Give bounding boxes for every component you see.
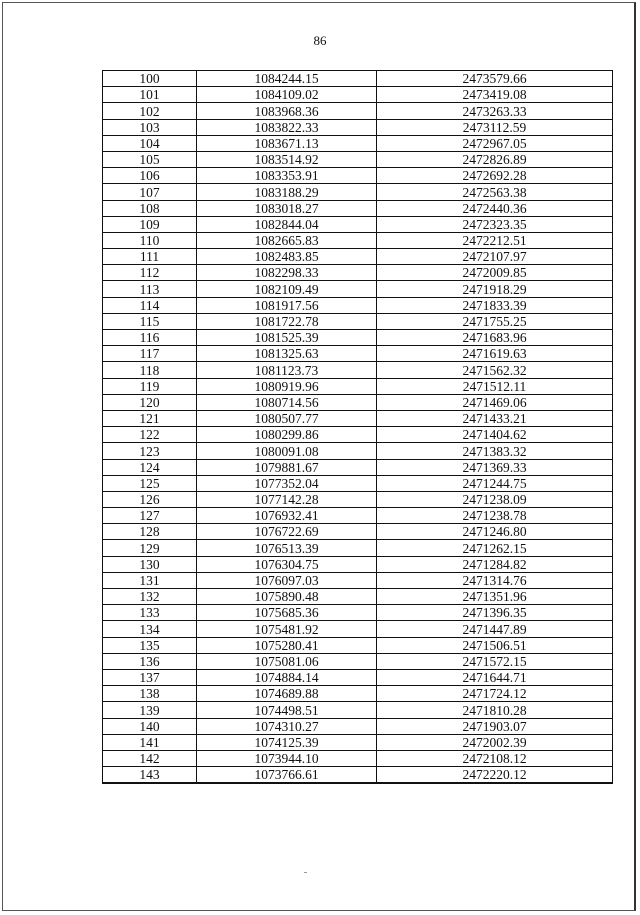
point-number-cell: 140 bbox=[103, 718, 197, 734]
x-coordinate-cell: 1081325.63 bbox=[197, 346, 377, 362]
y-coordinate-cell: 2471396.35 bbox=[377, 605, 613, 621]
y-coordinate-cell: 2473263.33 bbox=[377, 103, 613, 119]
y-coordinate-cell: 2471433.21 bbox=[377, 410, 613, 426]
x-coordinate-cell: 1073766.61 bbox=[197, 767, 377, 784]
point-number-cell: 130 bbox=[103, 556, 197, 572]
y-coordinate-cell: 2472440.36 bbox=[377, 200, 613, 216]
scan-mark bbox=[304, 872, 307, 873]
point-number-cell: 143 bbox=[103, 767, 197, 784]
y-coordinate-cell: 2472108.12 bbox=[377, 750, 613, 766]
y-coordinate-cell: 2471918.29 bbox=[377, 281, 613, 297]
y-coordinate-cell: 2471683.96 bbox=[377, 330, 613, 346]
x-coordinate-cell: 1075685.36 bbox=[197, 605, 377, 621]
x-coordinate-cell: 1080091.08 bbox=[197, 443, 377, 459]
x-coordinate-cell: 1076097.03 bbox=[197, 572, 377, 588]
point-number-cell: 112 bbox=[103, 265, 197, 281]
table-row bbox=[103, 459, 613, 475]
table-row bbox=[103, 119, 613, 135]
point-number-cell: 137 bbox=[103, 669, 197, 685]
point-number-cell: 109 bbox=[103, 216, 197, 232]
point-number-cell: 139 bbox=[103, 702, 197, 718]
y-coordinate-cell: 2472692.28 bbox=[377, 168, 613, 184]
y-coordinate-cell: 2471238.78 bbox=[377, 508, 613, 524]
y-coordinate-cell: 2472967.05 bbox=[377, 135, 613, 151]
point-number-cell: 123 bbox=[103, 443, 197, 459]
x-coordinate-cell: 1075481.92 bbox=[197, 621, 377, 637]
x-coordinate-cell: 1074498.51 bbox=[197, 702, 377, 718]
x-coordinate-cell: 1080919.96 bbox=[197, 378, 377, 394]
table-row bbox=[103, 135, 613, 151]
x-coordinate-cell: 1084109.02 bbox=[197, 87, 377, 103]
x-coordinate-cell: 1075280.41 bbox=[197, 637, 377, 653]
x-coordinate-cell: 1083188.29 bbox=[197, 184, 377, 200]
y-coordinate-cell: 2471469.06 bbox=[377, 394, 613, 410]
page-number: 86 bbox=[313, 33, 327, 48]
x-coordinate-cell: 1083671.13 bbox=[197, 135, 377, 151]
y-coordinate-cell: 2472323.35 bbox=[377, 216, 613, 232]
x-coordinate-cell: 1074689.88 bbox=[197, 686, 377, 702]
point-number-cell: 102 bbox=[103, 103, 197, 119]
point-number-cell: 126 bbox=[103, 491, 197, 507]
point-number-cell: 103 bbox=[103, 119, 197, 135]
x-coordinate-cell: 1083018.27 bbox=[197, 200, 377, 216]
table-row bbox=[103, 524, 613, 540]
point-number-cell: 106 bbox=[103, 168, 197, 184]
point-number-cell: 121 bbox=[103, 410, 197, 426]
point-number-cell: 111 bbox=[103, 249, 197, 265]
x-coordinate-cell: 1081917.56 bbox=[197, 297, 377, 313]
y-coordinate-cell: 2471238.09 bbox=[377, 491, 613, 507]
table-row bbox=[103, 394, 613, 410]
table-row bbox=[103, 200, 613, 216]
table-row bbox=[103, 71, 613, 87]
point-number-cell: 119 bbox=[103, 378, 197, 394]
x-coordinate-cell: 1082109.49 bbox=[197, 281, 377, 297]
table-row bbox=[103, 443, 613, 459]
point-number-cell: 135 bbox=[103, 637, 197, 653]
y-coordinate-cell: 2471244.75 bbox=[377, 475, 613, 491]
y-coordinate-cell: 2471644.71 bbox=[377, 669, 613, 685]
y-coordinate-cell: 2471572.15 bbox=[377, 653, 613, 669]
y-coordinate-cell: 2472826.89 bbox=[377, 151, 613, 167]
x-coordinate-cell: 1076722.69 bbox=[197, 524, 377, 540]
table-row bbox=[103, 249, 613, 265]
point-number-cell: 114 bbox=[103, 297, 197, 313]
point-number-cell: 113 bbox=[103, 281, 197, 297]
x-coordinate-cell: 1083822.33 bbox=[197, 119, 377, 135]
y-coordinate-cell: 2471755.25 bbox=[377, 313, 613, 329]
table-row bbox=[103, 232, 613, 248]
y-coordinate-cell: 2471506.51 bbox=[377, 637, 613, 653]
x-coordinate-cell: 1076304.75 bbox=[197, 556, 377, 572]
point-number-cell: 129 bbox=[103, 540, 197, 556]
table-row bbox=[103, 572, 613, 588]
y-coordinate-cell: 2471810.28 bbox=[377, 702, 613, 718]
table-row bbox=[103, 605, 613, 621]
table-row bbox=[103, 265, 613, 281]
table-row bbox=[103, 216, 613, 232]
point-number-cell: 104 bbox=[103, 135, 197, 151]
point-number-cell: 115 bbox=[103, 313, 197, 329]
point-number-cell: 128 bbox=[103, 524, 197, 540]
table-row bbox=[103, 589, 613, 605]
table-row bbox=[103, 297, 613, 313]
y-coordinate-cell: 2471246.80 bbox=[377, 524, 613, 540]
y-coordinate-cell: 2473112.59 bbox=[377, 119, 613, 135]
x-coordinate-cell: 1077352.04 bbox=[197, 475, 377, 491]
point-number-cell: 100 bbox=[103, 71, 197, 87]
x-coordinate-cell: 1084244.15 bbox=[197, 71, 377, 87]
point-number-cell: 107 bbox=[103, 184, 197, 200]
table-row bbox=[103, 718, 613, 734]
y-coordinate-cell: 2472220.12 bbox=[377, 767, 613, 784]
y-coordinate-cell: 2471724.12 bbox=[377, 686, 613, 702]
table-row bbox=[103, 556, 613, 572]
x-coordinate-cell: 1080299.86 bbox=[197, 427, 377, 443]
point-number-cell: 132 bbox=[103, 589, 197, 605]
point-number-cell: 133 bbox=[103, 605, 197, 621]
x-coordinate-cell: 1082665.83 bbox=[197, 232, 377, 248]
x-coordinate-cell: 1083968.36 bbox=[197, 103, 377, 119]
point-number-cell: 127 bbox=[103, 508, 197, 524]
y-coordinate-cell: 2472002.39 bbox=[377, 734, 613, 750]
table-row bbox=[103, 378, 613, 394]
table-row bbox=[103, 767, 613, 784]
x-coordinate-cell: 1076513.39 bbox=[197, 540, 377, 556]
table-row bbox=[103, 427, 613, 443]
y-coordinate-cell: 2471903.07 bbox=[377, 718, 613, 734]
y-coordinate-cell: 2471284.82 bbox=[377, 556, 613, 572]
y-coordinate-cell: 2471512.11 bbox=[377, 378, 613, 394]
table-row bbox=[103, 750, 613, 766]
table-row bbox=[103, 686, 613, 702]
table-row bbox=[103, 313, 613, 329]
y-coordinate-cell: 2471447.89 bbox=[377, 621, 613, 637]
point-number-cell: 116 bbox=[103, 330, 197, 346]
y-coordinate-cell: 2471404.62 bbox=[377, 427, 613, 443]
y-coordinate-cell: 2471619.63 bbox=[377, 346, 613, 362]
point-number-cell: 108 bbox=[103, 200, 197, 216]
table-row bbox=[103, 362, 613, 378]
point-number-cell: 122 bbox=[103, 427, 197, 443]
point-number-cell: 142 bbox=[103, 750, 197, 766]
x-coordinate-cell: 1083353.91 bbox=[197, 168, 377, 184]
table-row bbox=[103, 621, 613, 637]
table-row bbox=[103, 702, 613, 718]
y-coordinate-cell: 2471262.15 bbox=[377, 540, 613, 556]
table-row bbox=[103, 653, 613, 669]
coordinates-table bbox=[102, 70, 613, 784]
table-row bbox=[103, 87, 613, 103]
table-row bbox=[103, 734, 613, 750]
point-number-cell: 124 bbox=[103, 459, 197, 475]
y-coordinate-cell: 2472212.51 bbox=[377, 232, 613, 248]
table-row bbox=[103, 540, 613, 556]
x-coordinate-cell: 1075890.48 bbox=[197, 589, 377, 605]
y-coordinate-cell: 2473419.08 bbox=[377, 87, 613, 103]
point-number-cell: 141 bbox=[103, 734, 197, 750]
y-coordinate-cell: 2471314.76 bbox=[377, 572, 613, 588]
table-row bbox=[103, 184, 613, 200]
x-coordinate-cell: 1074125.39 bbox=[197, 734, 377, 750]
point-number-cell: 136 bbox=[103, 653, 197, 669]
table-row bbox=[103, 168, 613, 184]
y-coordinate-cell: 2472107.97 bbox=[377, 249, 613, 265]
point-number-cell: 138 bbox=[103, 686, 197, 702]
x-coordinate-cell: 1082483.85 bbox=[197, 249, 377, 265]
y-coordinate-cell: 2471383.32 bbox=[377, 443, 613, 459]
table-row bbox=[103, 669, 613, 685]
table-row bbox=[103, 281, 613, 297]
y-coordinate-cell: 2471369.33 bbox=[377, 459, 613, 475]
point-number-cell: 117 bbox=[103, 346, 197, 362]
y-coordinate-cell: 2472009.85 bbox=[377, 265, 613, 281]
table-row bbox=[103, 346, 613, 362]
x-coordinate-cell: 1080714.56 bbox=[197, 394, 377, 410]
point-number-cell: 125 bbox=[103, 475, 197, 491]
table-row bbox=[103, 508, 613, 524]
y-coordinate-cell: 2471351.96 bbox=[377, 589, 613, 605]
x-coordinate-cell: 1076932.41 bbox=[197, 508, 377, 524]
point-number-cell: 131 bbox=[103, 572, 197, 588]
x-coordinate-cell: 1081525.39 bbox=[197, 330, 377, 346]
y-coordinate-cell: 2472563.38 bbox=[377, 184, 613, 200]
coordinates-table-body bbox=[103, 71, 613, 784]
table-row bbox=[103, 410, 613, 426]
point-number-cell: 110 bbox=[103, 232, 197, 248]
x-coordinate-cell: 1081722.78 bbox=[197, 313, 377, 329]
y-coordinate-cell: 2471833.39 bbox=[377, 297, 613, 313]
table-row bbox=[103, 103, 613, 119]
x-coordinate-cell: 1077142.28 bbox=[197, 491, 377, 507]
y-coordinate-cell: 2473579.66 bbox=[377, 71, 613, 87]
table-row bbox=[103, 475, 613, 491]
point-number-cell: 105 bbox=[103, 151, 197, 167]
point-number-cell: 120 bbox=[103, 394, 197, 410]
x-coordinate-cell: 1083514.92 bbox=[197, 151, 377, 167]
y-coordinate-cell: 2471562.32 bbox=[377, 362, 613, 378]
table-row bbox=[103, 637, 613, 653]
table-row bbox=[103, 491, 613, 507]
x-coordinate-cell: 1082298.33 bbox=[197, 265, 377, 281]
table-row bbox=[103, 330, 613, 346]
x-coordinate-cell: 1073944.10 bbox=[197, 750, 377, 766]
point-number-cell: 134 bbox=[103, 621, 197, 637]
x-coordinate-cell: 1080507.77 bbox=[197, 410, 377, 426]
table-row bbox=[103, 151, 613, 167]
point-number-cell: 101 bbox=[103, 87, 197, 103]
point-number-cell: 118 bbox=[103, 362, 197, 378]
x-coordinate-cell: 1081123.73 bbox=[197, 362, 377, 378]
x-coordinate-cell: 1074884.14 bbox=[197, 669, 377, 685]
x-coordinate-cell: 1079881.67 bbox=[197, 459, 377, 475]
x-coordinate-cell: 1075081.06 bbox=[197, 653, 377, 669]
x-coordinate-cell: 1074310.27 bbox=[197, 718, 377, 734]
x-coordinate-cell: 1082844.04 bbox=[197, 216, 377, 232]
